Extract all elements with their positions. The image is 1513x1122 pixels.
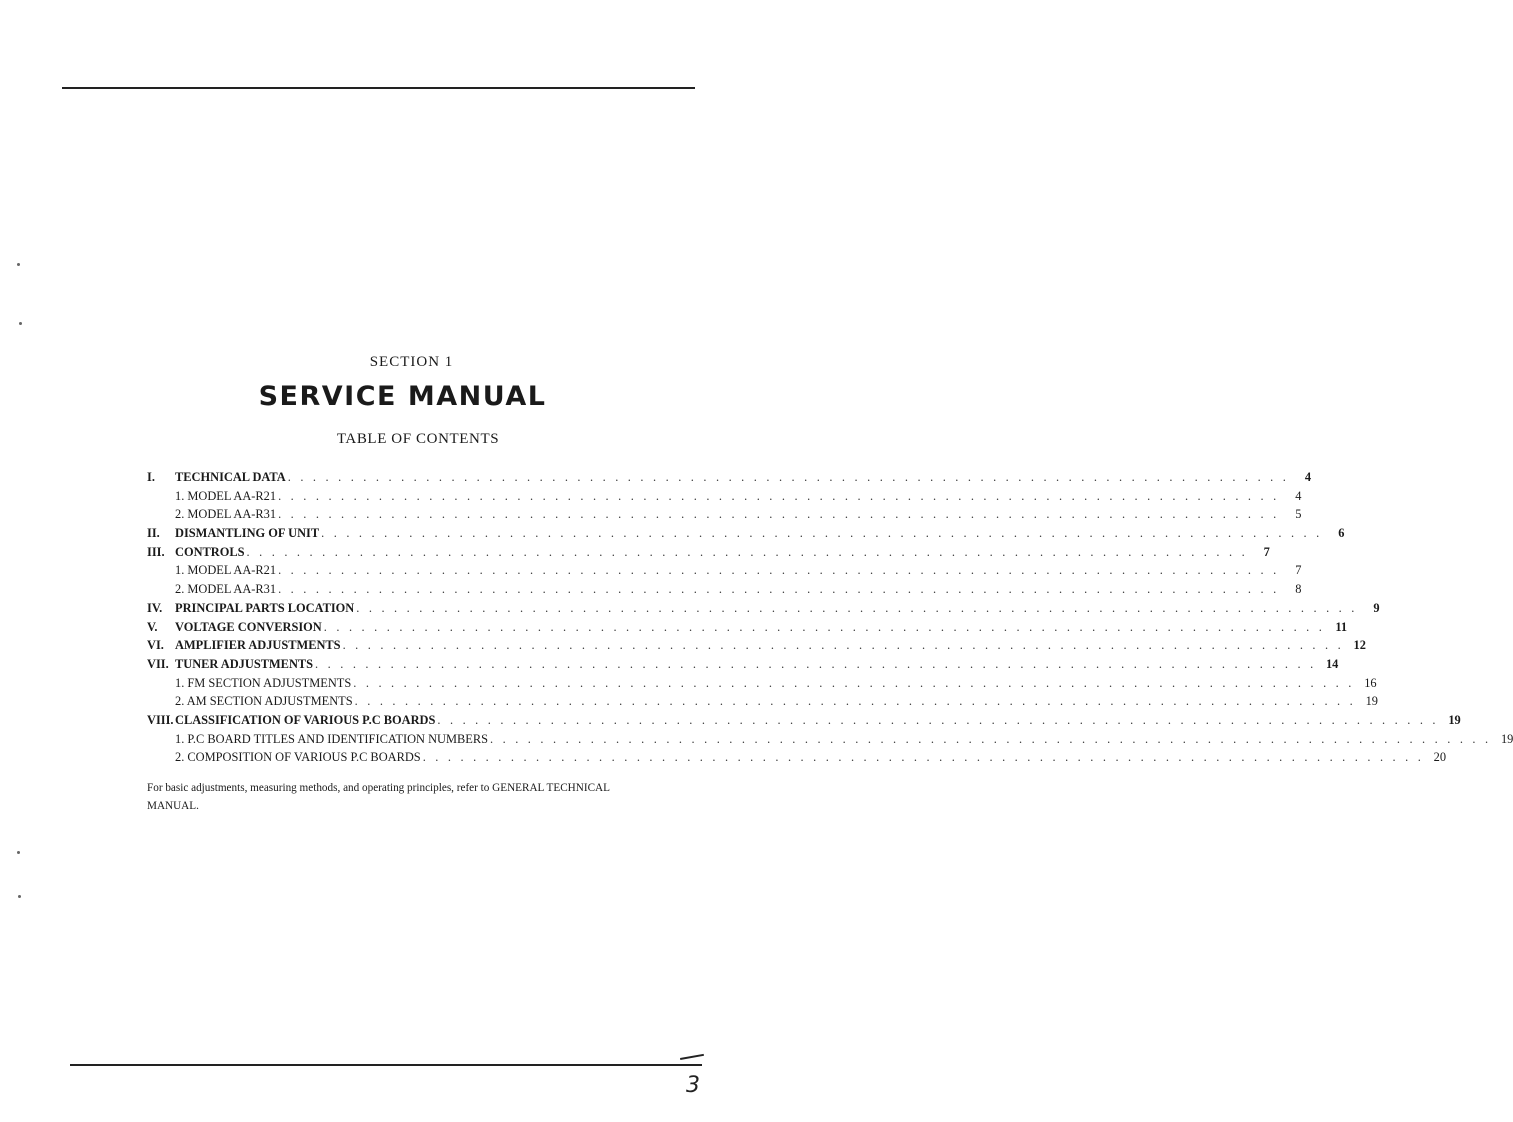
toc-leader-dots: . . . . . . . . . . . . . . . . . . . . . . . . . . . . . . . . . . . . . . . . . . . . . . . . . . . . . . . . . . . . . . . . . . . . . . . . . . . . . . . . [278,563,1280,578]
toc-entry-page: 14 [1325,656,1339,671]
toc-entry [147,674,1377,693]
toc-entry-page: 8 [1295,582,1302,597]
toc-entry [147,655,1339,674]
toc-entry-title: 2. MODEL AA-R31 [175,582,277,597]
toc-entry-page: 19 [1448,712,1461,727]
bottom-rule [70,1064,702,1066]
toc-entry [147,599,1380,618]
toc-entry-body [175,655,1339,673]
toc-heading: TABLE OF CONTENTS [336,431,500,447]
toc-entry-number: VIII. [147,712,174,727]
top-rule [62,87,695,89]
document-title: SERVICE MANUAL [258,381,547,412]
toc-entry-number: IV. [147,600,163,615]
toc-entry-title: DISMANTLING OF UNIT [175,526,320,541]
toc-entry-number: III. [147,544,165,559]
toc-entry-page: 11 [1335,619,1348,634]
toc-entry [147,580,1302,599]
toc-leader-dots: . . . . . . . . . . . . . . . . . . . . . . . . . . . . . . . . . . . . . . . . . . . . . . . . . . . . . . . . . . . . . . . . . . . . . . . . . . . . . . . . [353,675,1355,690]
toc-entry-body [175,543,1270,561]
toc-entry [147,748,1447,767]
toc-entry-number: VII. [147,656,169,671]
toc-entry-page: 19 [1500,731,1513,746]
toc-entry [147,543,1270,562]
toc-entry-page: 5 [1295,507,1302,522]
toc-entry-page: 4 [1304,470,1312,484]
toc-leader-dots: . . . . . . . . . . . . . . . . . . . . . . . . . . . . . . . . . . . . . . . . . . . . . . . . . . . . . . . . . . . . . . . . . . . . . . . . . . . . . . . . [246,544,1248,559]
toc-leader-dots: . . . . . . . . . . . . . . . . . . . . . . . . . . . . . . . . . . . . . . . . . . . . . . . . . . . . . . . . . . . . . . . . . . . . . . . . . . . . . . . . [315,656,1317,671]
toc-entry-title: CONTROLS [175,544,245,559]
toc-entry-title: 1. FM SECTION ADJUSTMENTS [175,675,352,690]
toc-entry [147,524,1345,543]
toc-leader-dots: . . . . . . . . . . . . . . . . . . . . . . . . . . . . . . . . . . . . . . . . . . . . . . . . . . . . . . . . . . . . . . . . . . . . . . . . . . . . . . . . [437,712,1439,727]
toc-entry-body [175,636,1366,654]
toc-leader-dots: . . . . . . . . . . . . . . . . . . . . . . . . . . . . . . . . . . . . . . . . . . . . . . . . . . . . . . . . . . . . . . . . . . . . . . . . . . . . . . . . [278,488,1280,503]
footnote: For basic adjustments, measuring methods, and operating principles, refer to GENERAL TECHNICAL MANUAL. [147,782,610,812]
toc-entry-number: II. [147,526,160,541]
toc-leader-dots: . . . . . . . . . . . . . . . . . . . . . . . . . . . . . . . . . . . . . . . . . . . . . . . . . . . . . . . . . . . . . . . . . . . . . . . . . . . . . . . . [278,507,1280,522]
toc-entry [147,636,1366,655]
toc-entry-body [175,505,1302,523]
toc-entry-title: 2. COMPOSITION OF VARIOUS P.C BOARDS [175,750,421,765]
toc-entry-body [175,692,1378,710]
section-label: SECTION 1 [369,354,454,370]
toc-entry-page: 9 [1373,600,1380,615]
scan-speck [19,322,22,325]
toc-entry [147,561,1302,580]
toc-entry-body [175,618,1348,636]
toc-entry-title: VOLTAGE CONVERSION [175,619,322,634]
toc-entry-title: TECHNICAL DATA [175,470,286,484]
toc-entry [147,487,1302,506]
toc-leader-dots: . . . . . . . . . . . . . . . . . . . . . . . . . . . . . . . . . . . . . . . . . . . . . . . . . . . . . . . . . . . . . . . . . . . . . . . . . . . . . . . . [321,526,1323,541]
toc-entry [147,730,1513,749]
toc-entry-body [175,711,1461,729]
toc-entry-page: 7 [1263,544,1270,559]
toc-entry-page: 7 [1295,563,1302,578]
toc-entry [147,692,1378,711]
toc-leader-dots: . . . . . . . . . . . . . . . . . . . . . . . . . . . . . . . . . . . . . . . . . . . . . . . . . . . . . . . . . . . . . . . . . . . . . . . . . . . . . . . . [278,582,1280,597]
toc-leader-dots: . . . . . . . . . . . . . . . . . . . . . . . . . . . . . . . . . . . . . . . . . . . . . . . . . . . . . . . . . . . . . . . . . . . . . . . . . . . . . . . . [342,638,1344,653]
toc-entry-body [175,468,1312,486]
toc-entry [147,505,1302,524]
toc-entry [147,711,1461,730]
toc-entry-title: AMPLIFIER ADJUSTMENTS [175,638,341,653]
page-number: 3 [686,1073,700,1098]
toc-entry-body [175,730,1513,748]
toc-entry-page: 20 [1433,750,1447,765]
toc-entry-body [175,674,1377,692]
toc-entry-title: TUNER ADJUSTMENTS [175,656,314,671]
toc-leader-dots: . . . . . . . . . . . . . . . . . . . . . . . . . . . . . . . . . . . . . . . . . . . . . . . . . . . . . . . . . . . . . . . . . . . . . . . . . . . . . . . . [356,600,1358,615]
scan-speck [17,263,20,266]
toc-leader-dots: . . . . . . . . . . . . . . . . . . . . . . . . . . . . . . . . . . . . . . . . . . . . . . . . . . . . . . . . . . . . . . . . . . . . . . . . . . . . . . . . [490,731,1492,746]
toc-entry-number: V. [147,619,158,634]
toc-leader-dots: . . . . . . . . . . . . . . . . . . . . . . . . . . . . . . . . . . . . . . . . . . . . . . . . . . . . . . . . . . . . . . . . . . . . . . . . . . . . . . . . [354,694,1356,709]
toc-entry-number: I. [147,470,155,484]
table-of-contents [147,468,1513,767]
scan-speck [17,851,20,854]
toc-entry-title: 1. MODEL AA-R21 [175,563,277,578]
toc-entry-body [175,524,1345,542]
scan-speck [18,895,21,898]
toc-entry-title: 2. MODEL AA-R31 [175,507,277,522]
toc-entry-title: 1. P.C BOARD TITLES AND IDENTIFICATION NUMBERS [175,731,488,746]
toc-entry-title: CLASSIFICATION OF VARIOUS P.C BOARDS [175,712,436,727]
toc-entry-body [175,561,1302,579]
toc-entry-body [175,599,1380,617]
toc-entry-title: 1. MODEL AA-R21 [175,488,277,503]
toc-entry-page: 16 [1364,675,1377,690]
toc-entry-title: 2. AM SECTION ADJUSTMENTS [175,694,353,709]
toc-leader-dots: . . . . . . . . . . . . . . . . . . . . . . . . . . . . . . . . . . . . . . . . . . . . . . . . . . . . . . . . . . . . . . . . . . . . . . . . . . . . . . . . [422,750,1425,765]
toc-entry-page: 12 [1353,638,1366,653]
toc-entry-body [175,580,1302,598]
toc-leader-dots: . . . . . . . . . . . . . . . . . . . . . . . . . . . . . . . . . . . . . . . . . . . . . . . . . . . . . . . . . . . . . . . . . . . . . . . . . . . . . . . . [323,619,1326,634]
toc-entry-body [175,748,1447,766]
toc-entry-title: PRINCIPAL PARTS LOCATION [175,600,355,615]
toc-entry-number: VI. [147,638,164,653]
toc-leader-dots: . . . . . . . . . . . . . . . . . . . . . . . . . . . . . . . . . . . . . . . . . . . . . . . . . . . . . . . . . . . . . . . . . . . . . . . . . . . . . . . . [287,470,1290,484]
toc-entry-body [175,487,1302,505]
toc-entry-page: 6 [1338,526,1345,541]
toc-entry-page: 19 [1365,694,1378,709]
toc-entry-page: 4 [1295,488,1302,503]
toc-entry [147,618,1348,637]
toc-entry [147,468,1312,487]
